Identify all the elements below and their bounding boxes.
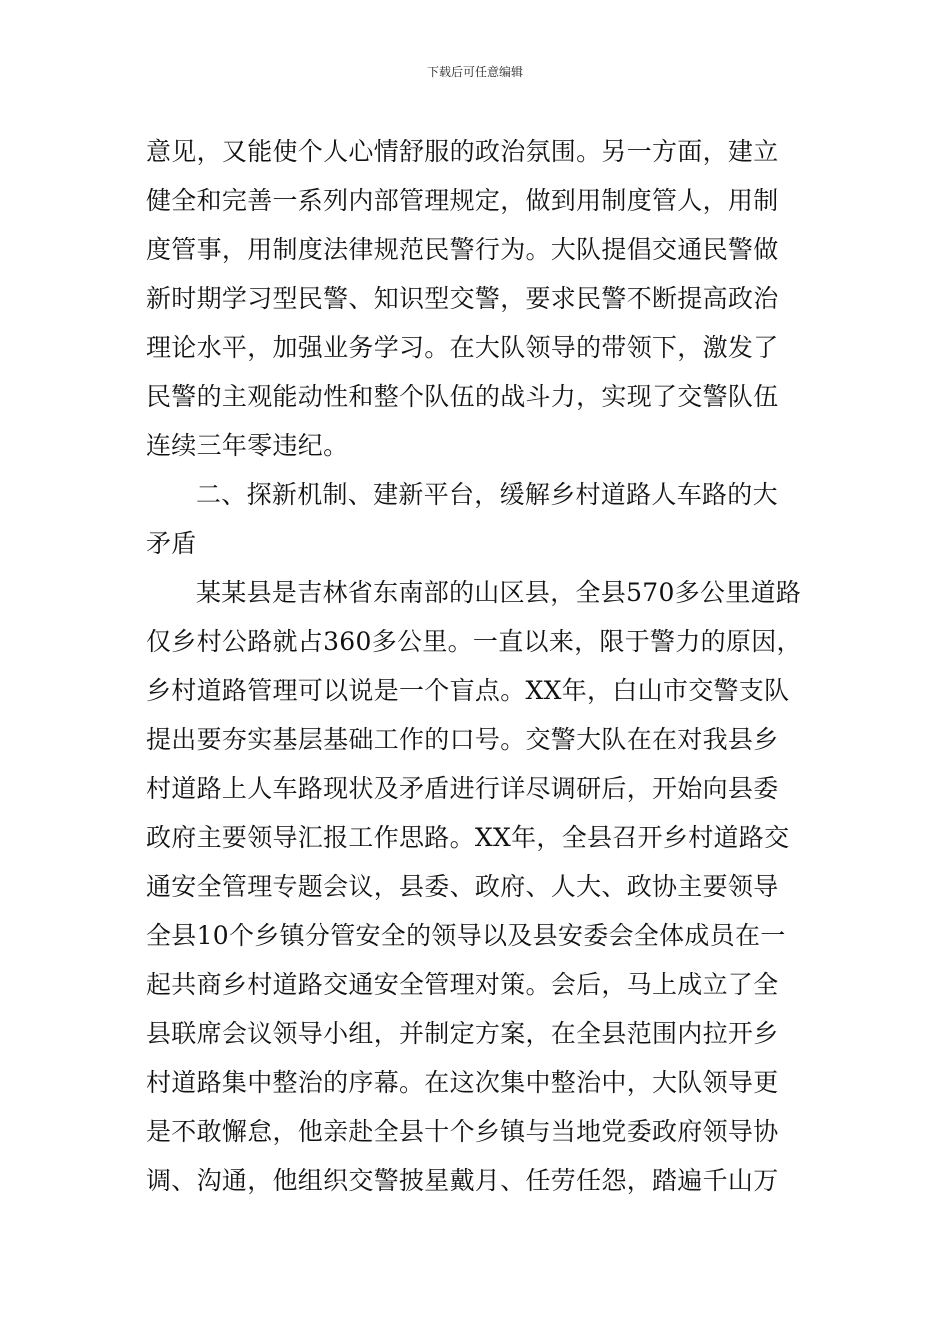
section-heading-continued: 矛盾 (146, 529, 197, 558)
text-line: 调、沟通，他组织交警披星戴月、任劳任怨，踏遍千山万 (146, 1166, 779, 1195)
text-line: 某某县是吉林省东南部的山区县，全县570多公里道路 (196, 578, 802, 607)
text-line: 健全和完善一系列内部管理规定，做到用制度管人，用制 (146, 186, 779, 215)
page-header: 下载后可任意编辑 (426, 65, 523, 79)
text-line: 理论水平，加强业务学习。在大队领导的带领下，激发了 (146, 333, 779, 362)
text-line: 村道路集中整治的序幕。在这次集中整治中，大队领导更 (146, 1068, 779, 1097)
text-line: 全县10个乡镇分管安全的领导以及县安委会全体成员在一 (146, 921, 786, 950)
text-line: 乡村道路管理可以说是一个盲点。XX年，白山市交警支队 (146, 676, 790, 705)
section-heading: 二、探新机制、建新平台，缓解乡村道路人车路的大 (196, 480, 778, 509)
text-line: 仅乡村公路就占360多公里。一直以来，限于警力的原因， (146, 627, 802, 656)
text-line: 连续三年零违纪。 (146, 431, 349, 460)
text-line: 通安全管理专题会议，县委、政府、人大、政协主要领导 (146, 872, 779, 901)
text-line: 县联席会议领导小组，并制定方案，在全县范围内拉开乡 (146, 1019, 779, 1048)
text-line: 民警的主观能动性和整个队伍的战斗力，实现了交警队伍 (146, 382, 779, 411)
document-body (146, 127, 811, 1205)
text-line: 意见，又能使个人心情舒服的政治氛围。另一方面，建立 (146, 137, 779, 166)
text-line: 起共商乡村道路交通安全管理对策。会后，马上成立了全 (146, 970, 779, 999)
text-line: 提出要夯实基层基础工作的口号。交警大队在在对我县乡 (146, 725, 779, 754)
text-line: 新时期学习型民警、知识型交警，要求民警不断提高政治 (146, 284, 779, 313)
text-line: 政府主要领导汇报工作思路。XX年，全县召开乡村道路交 (146, 823, 790, 852)
text-line: 度管事，用制度法律规范民警行为。大队提倡交通民警做 (146, 235, 779, 264)
text-line: 是不敢懈怠，他亲赴全县十个乡镇与当地党委政府领导协 (146, 1117, 779, 1146)
text-line: 村道路上人车路现状及矛盾进行详尽调研后，开始向县委 (146, 774, 779, 803)
